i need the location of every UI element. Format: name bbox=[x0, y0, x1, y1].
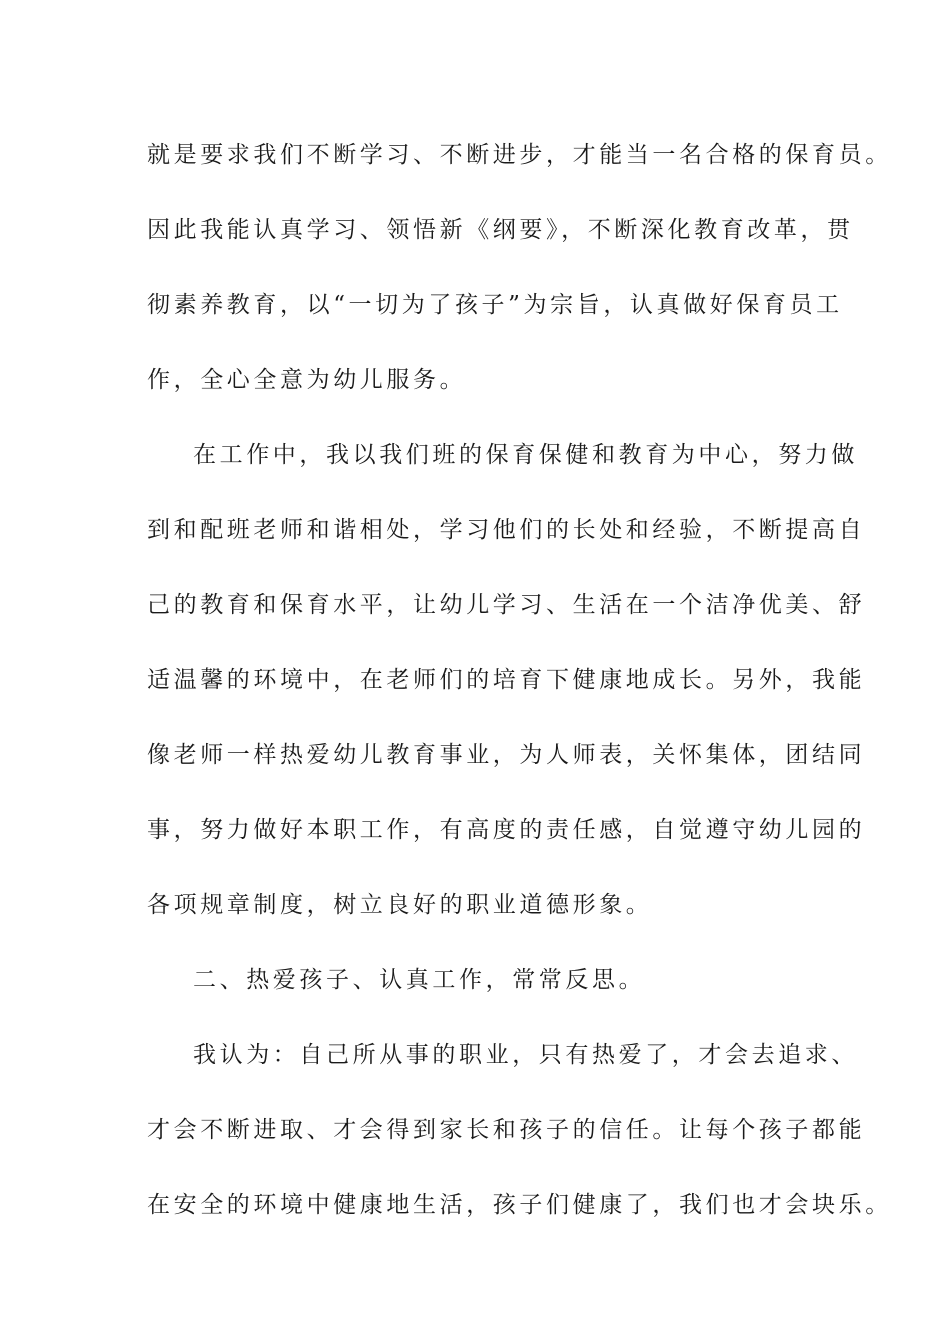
paragraph-line: 作，全心全意为幼儿服务。 bbox=[147, 367, 467, 393]
paragraph-line: 才会不断进取、才会得到家长和孩子的信任。让每个孩子都能 bbox=[147, 1117, 866, 1143]
paragraph-line: 适温馨的环境中，在老师们的培育下健康地成长。另外，我能 bbox=[147, 667, 866, 693]
paragraph-line: 因此我能认真学习、领悟新《纲要》，不断深化教育改革，贯 bbox=[147, 217, 854, 243]
paragraph-line: 到和配班老师和谐相处，学习他们的长处和经验，不断提高自 bbox=[147, 517, 866, 543]
paragraph-first-line: 我认为：自己所从事的职业，只有热爱了，才会去追求、 bbox=[193, 1042, 858, 1068]
paragraph-line: 己的教育和保育水平，让幼儿学习、生活在一个洁净优美、舒 bbox=[147, 592, 866, 618]
paragraph-line: 在安全的环境中健康地生活，孩子们健康了，我们也才会块乐。 bbox=[147, 1192, 892, 1218]
paragraph-line: 彻素养教育，以“一切为了孩子”为宗旨，认真做好保育员工 bbox=[147, 292, 843, 318]
paragraph-line: 像老师一样热爱幼儿教育事业，为人师表，关怀集体，团结同 bbox=[147, 742, 866, 768]
paragraph-first-line: 在工作中，我以我们班的保育保健和教育为中心，努力做 bbox=[193, 442, 858, 468]
paragraph-line: 各项规章制度，树立良好的职业道德形象。 bbox=[147, 892, 653, 918]
paragraph-line: 事，努力做好本职工作，有高度的责任感，自觉遵守幼儿园的 bbox=[147, 817, 866, 843]
section-heading: 二、热爱孩子、认真工作，常常反思。 bbox=[193, 967, 646, 993]
paragraph-line: 就是要求我们不断学习、不断进步，才能当一名合格的保育员。 bbox=[147, 142, 892, 168]
